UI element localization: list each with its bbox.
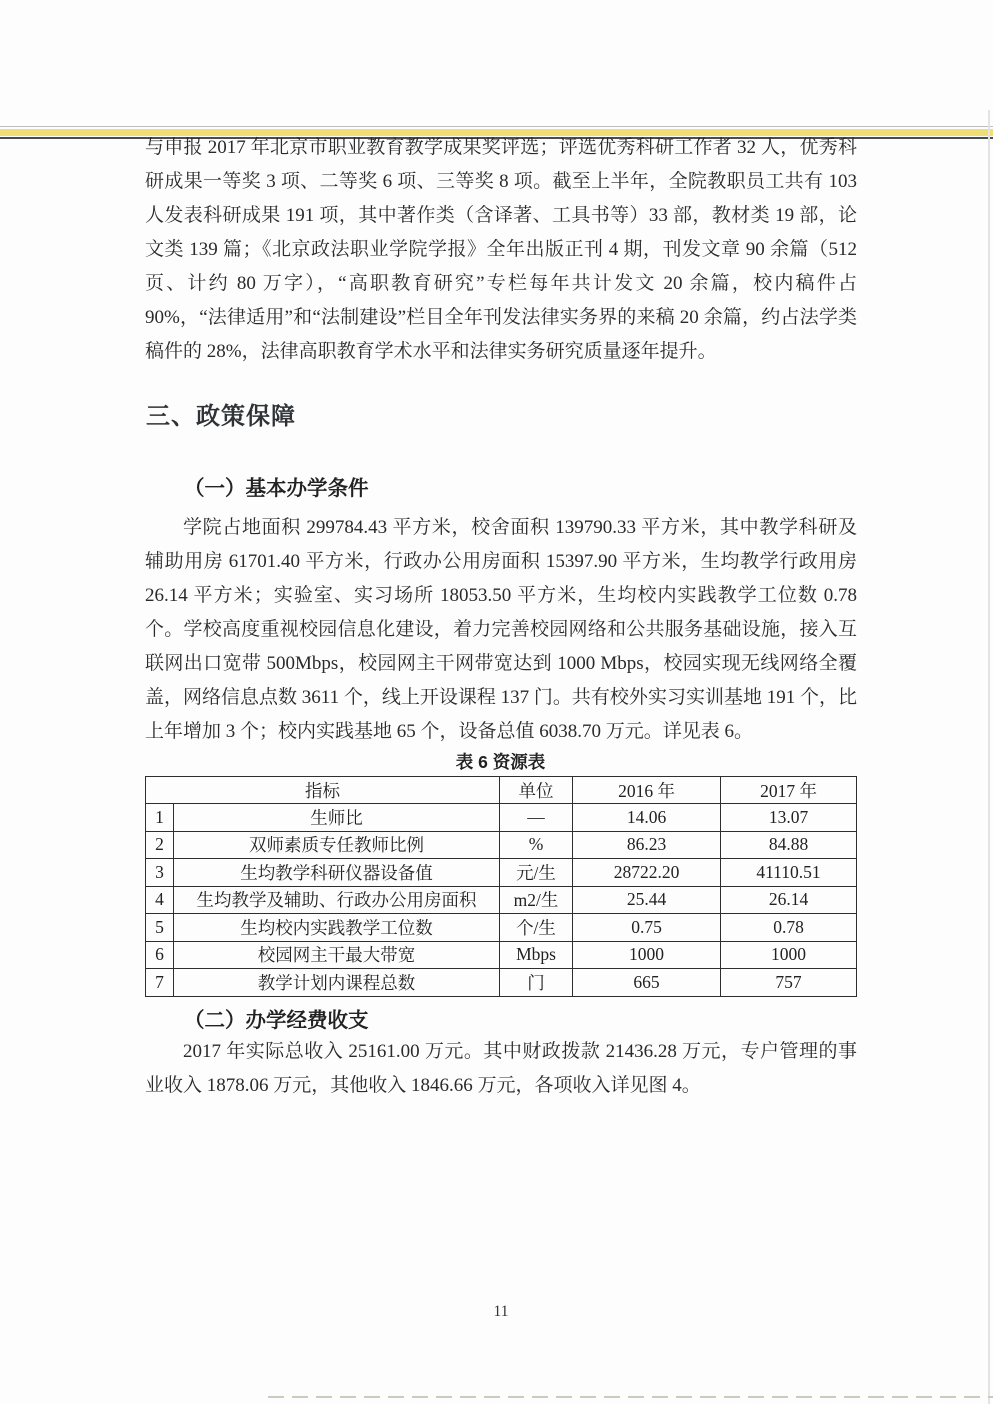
- row-indicator: 教学计划内课程总数: [174, 969, 500, 997]
- row-unit: %: [500, 831, 573, 859]
- table6-caption: 表 6 资源表: [455, 752, 546, 772]
- table-row: [146, 914, 857, 942]
- subsection-heading-funding: （二）办学经费收支: [184, 1010, 369, 1032]
- paragraph-research-awards: 与申报 2017 年北京市职业教育教学成果奖评选；评选优秀科研工作者 32 人，优秀科研成果一等奖 3 项、二等奖 6 项、三等奖 8 项。截至上半年，全院教职员工共有 103 人发表科研成果 191 项，其中著作类（含译著、工具书等）33 部，教材类 19 部，论文类 139 篇；《北京政法职业学院学报》全年出版正刊 4 期，刊发文章 90 余篇（512 页、计约 80 万字），“高职教育研究”专栏每年共计发文 20 余篇，校内稿件占 90%，“法律适用”和“法制建设”栏目全年刊发法律实务界的来稿 20 余篇，约占法学类稿件的 28%，法律高职教育学术水平和法律实务研究质量逐年提升。: [145, 137, 857, 362]
- col-header-2016: 2016 年: [573, 777, 721, 804]
- row-value-2016: 25.44: [573, 886, 721, 914]
- row-value-2017: 41110.51: [721, 859, 857, 887]
- row-value-2016: 28722.20: [573, 859, 721, 887]
- row-unit: 元/生: [500, 859, 573, 887]
- row-unit: m2/生: [500, 886, 573, 914]
- row-indicator: 生均教学及辅助、行政办公用房面积: [174, 886, 500, 914]
- row-unit: 门: [500, 969, 573, 997]
- table-row: [146, 804, 857, 832]
- row-indicator: 双师素质专任教师比例: [174, 831, 500, 859]
- row-unit: —: [500, 804, 573, 832]
- paragraph-basic-conditions: 学院占地面积 299784.43 平方米，校舍面积 139790.33 平方米，其中教学科研及辅助用房 61701.40 平方米，行政办公用房面积 15397.90 平方米，生均教学行政用房 26.14 平方米；实验室、实习场所 18053.50 平方米，生均校内实践教学工位数 0.78 个。学校高度重视校园信息化建设，着力完善校园网络和公共服务基础设施，接入互联网出口宽带 500Mbps，校园网主干网带宽达到 1000 Mbps，校园实现无线网络全覆盖，网络信息点数 3611 个，线上开设课程 137 门。共有校外实习实训基地 191 个，比上年增加 3 个；校内实践基地 65 个，设备总值 6038.70 万元。详见表 6。: [145, 517, 857, 742]
- row-value-2017: 26.14: [721, 886, 857, 914]
- row-indicator: 生均教学科研仪器设备值: [174, 859, 500, 887]
- row-no: 4: [146, 886, 174, 914]
- top-gray-rule: [0, 126, 993, 127]
- row-value-2016: 1000: [573, 941, 721, 969]
- paragraph-funding: 2017 年实际总收入 25161.00 万元。其中财政拨款 21436.28 万元，专户管理的事业收入 1878.06 万元，其他收入 1846.66 万元，各项收入详见图 4。: [145, 1041, 857, 1096]
- row-unit: Mbps: [500, 941, 573, 969]
- table6-resources: [145, 776, 857, 997]
- col-header-unit: 单位: [500, 777, 573, 804]
- row-value-2017: 13.07: [721, 804, 857, 832]
- table-row: [146, 969, 857, 997]
- row-value-2016: 665: [573, 969, 721, 997]
- page-number: 11: [493, 1303, 509, 1320]
- row-no: 5: [146, 914, 174, 942]
- subsection-heading-basic-conditions: （一）基本办学条件: [184, 478, 369, 500]
- row-indicator: 校园网主干最大带宽: [174, 941, 500, 969]
- row-no: 3: [146, 859, 174, 887]
- row-value-2016: 86.23: [573, 831, 721, 859]
- row-value-2016: 14.06: [573, 804, 721, 832]
- table-row: [146, 886, 857, 914]
- section-heading-policy-guarantee: 三、政策保障: [146, 403, 296, 430]
- row-indicator: 生均校内实践教学工位数: [174, 914, 500, 942]
- row-value-2017: 0.78: [721, 914, 857, 942]
- col-header-2017: 2017 年: [721, 777, 857, 804]
- row-no: 1: [146, 804, 174, 832]
- row-unit: 个/生: [500, 914, 573, 942]
- row-indicator: 生师比: [174, 804, 500, 832]
- table-row: [146, 941, 857, 969]
- table-row: [146, 831, 857, 859]
- right-scan-edge: [988, 110, 990, 1404]
- col-header-indicator: 指标: [146, 777, 500, 804]
- row-value-2017: 757: [721, 969, 857, 997]
- row-no: 6: [146, 941, 174, 969]
- table-row: [146, 859, 857, 887]
- table-header-row: [146, 777, 857, 804]
- row-no: 7: [146, 969, 174, 997]
- row-value-2017: 84.88: [721, 831, 857, 859]
- row-value-2017: 1000: [721, 941, 857, 969]
- row-value-2016: 0.75: [573, 914, 721, 942]
- row-no: 2: [146, 831, 174, 859]
- bottom-dashed-rule: [268, 1396, 993, 1398]
